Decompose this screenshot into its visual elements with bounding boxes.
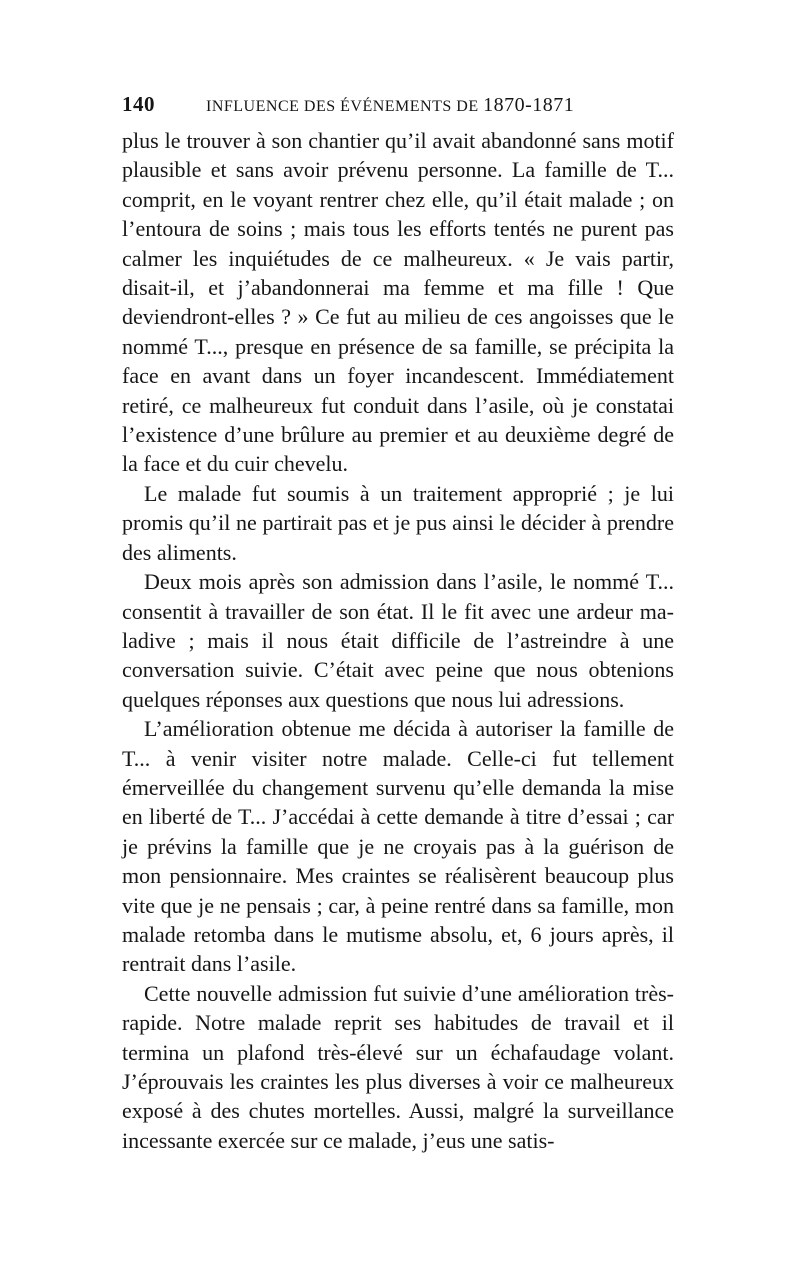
paragraph: L’amélioration obtenue me décida à autoriser la famille de T... à venir visiter notre malade. Celle-ci fut tellement émerveillée du changement survenu qu’elle demanda la mise en liberté de T... J’accédai à cette demande à titre d’essai ; car je prévins la famille que je ne croyais pas à la guérison de mon pensionnaire. Mes craintes se réalisèrent beaucoup plus vite que je ne pensais ; car, à peine rentré dans sa famille, mon malade retomba dans le mutisme absolu, et, 6 jours après, il rentrait dans l’asile. bbox=[122, 716, 674, 977]
running-title bbox=[206, 94, 574, 117]
page-number: 140 bbox=[122, 92, 155, 116]
paragraph: Cette nouvelle admission fut suivie d’une amélioration très-rapide. Notre malade reprit ses habitudes de travail et il termina un plafond très-élevé sur un échafaudage volant. J’éprouvais les craintes les plus diverses à voir ce malheureux exposé à des chutes mortelles. Aussi, malgré la surveillance incessante exercée sur ce malade, j’eus une satis- bbox=[122, 980, 674, 1153]
book-page bbox=[122, 92, 674, 1155]
running-title-years: 1870-1871 bbox=[483, 94, 575, 116]
paragraph: Deux mois après son admission dans l’asile, le nommé T... consentit à travailler de son état. Il le fit avec une ardeur maladive ; mais il nous était difficile de l’astreindre à une conversation suivie. C’était avec peine que nous obtenions quelques réponses aux questions que nous lui adressions. bbox=[122, 569, 674, 712]
body-text bbox=[122, 126, 674, 1155]
paragraph-continued: plus le trouver à son chantier qu’il avait abandonné sans motif plausible et sans avoir prévenu personne. La famille de T... comprit, en le voyant rentrer chez elle, qu’il était malade ; on l’entoura de soins ; mais tous les efforts tentés ne purent pas calmer les inquiétudes de ce malheureux. « Je vais partir, disait-il, et j’abandonnerai ma femme et ma fille ! Que deviendront-elles ? » Ce fut au milieu de ces angoisses que le nommé T..., presque en présence de sa famille, se précipita la face en avant dans un foyer incandescent. Immédiatement retiré, ce malheureux fut conduit dans l’asile, où je constatai l’existence d’une brûlure au premier et au deuxième degré de la face et du cuir chevelu. bbox=[122, 128, 674, 477]
running-head bbox=[122, 92, 674, 126]
paragraph: Le malade fut soumis à un traitement approprié ; je lui promis qu’il ne partirait pas et je pus ainsi le décider à prendre des aliments. bbox=[122, 480, 674, 565]
running-title-text: INFLUENCE DES ÉVÉNEMENTS DE bbox=[206, 98, 479, 115]
